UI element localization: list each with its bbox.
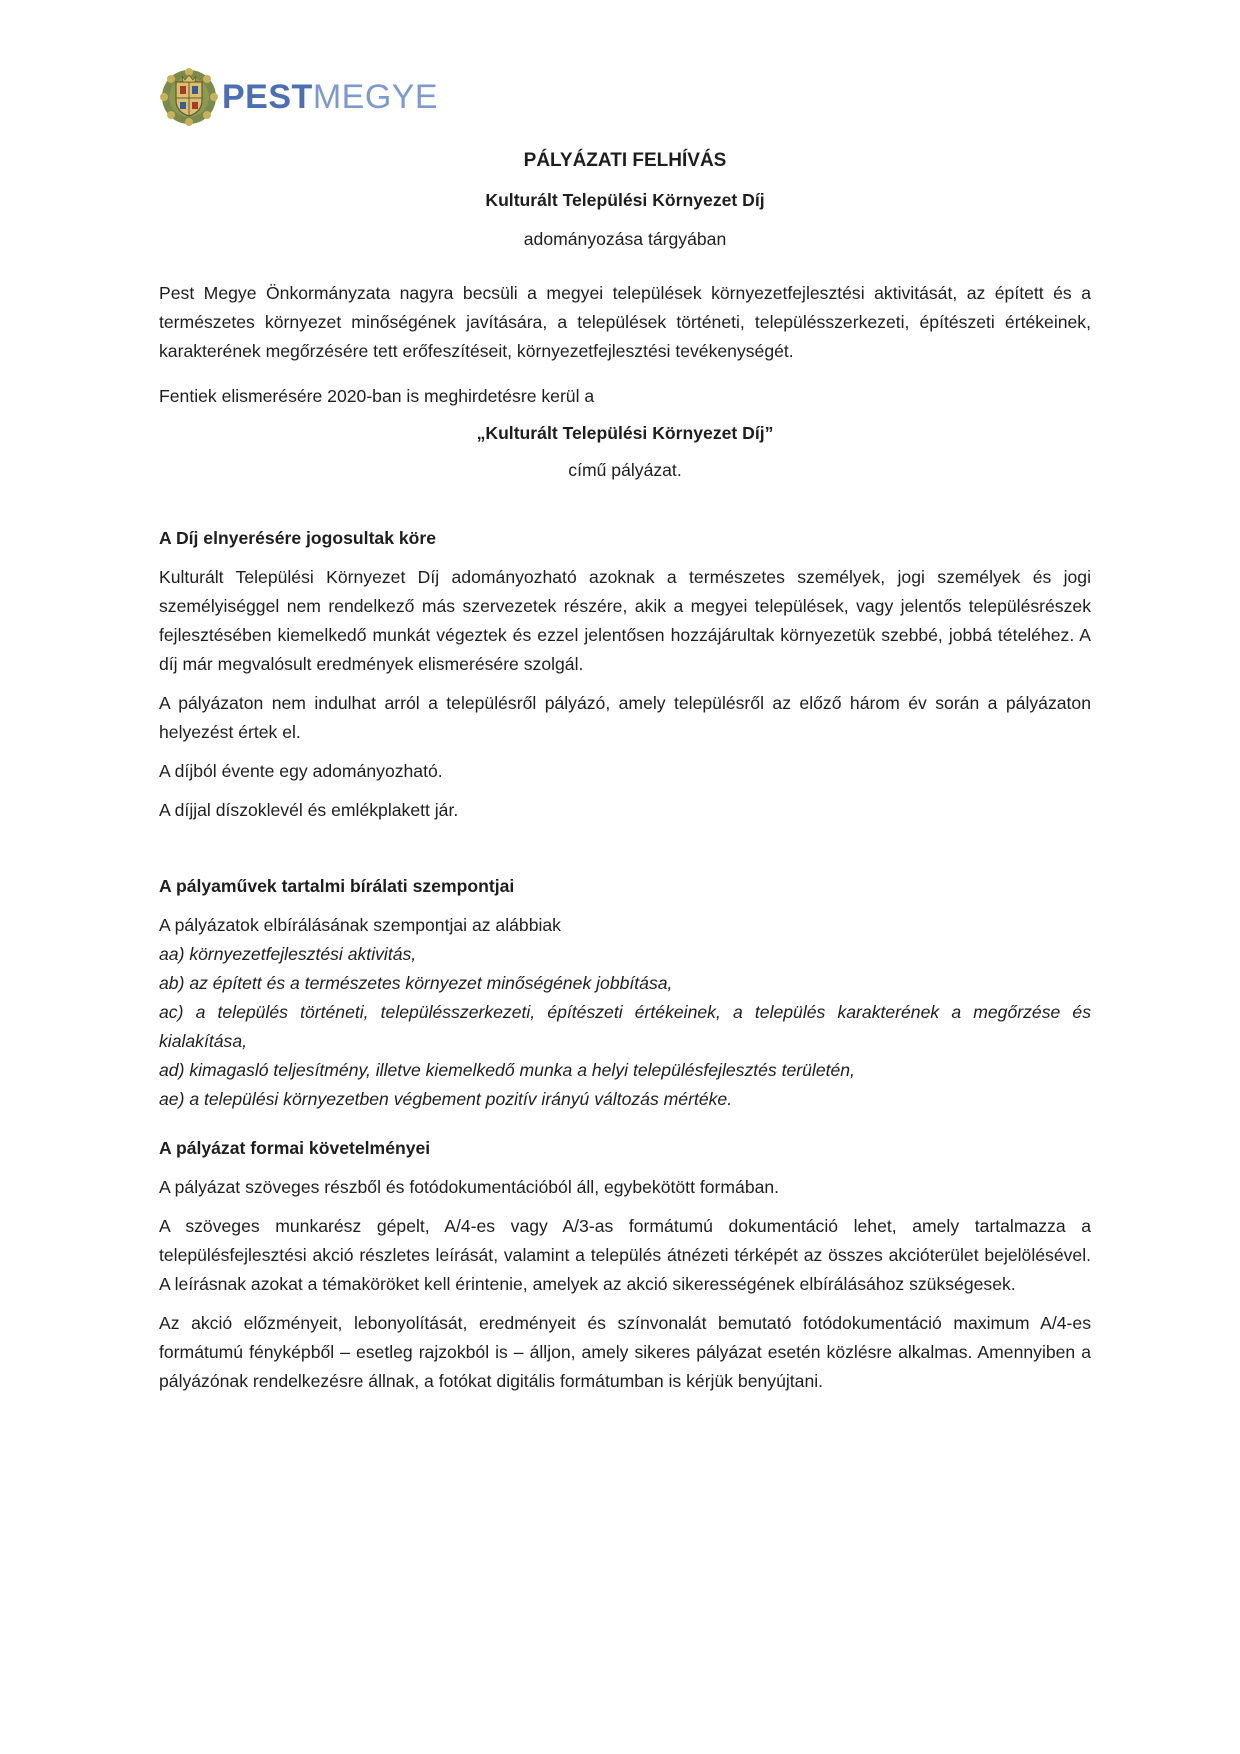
intro-paragraph: Pest Megye Önkormányzata nagyra becsüli a megyei települések környezetfejlesztési aktivitását, az épített és a természetes környezet minőségének javítására, a települések történeti, településszerkezeti, építészeti értékeinek, karakterének megőrzésére tett erőfeszítéseit, környezetfejlesztési tevékenységét.: [159, 283, 1091, 361]
document-body: [159, 142, 1091, 1396]
requirements-paragraph-2: A szöveges munkarész gépelt, A/4-es vagy A/3-as formátumú dokumentáció lehet, amely tartalmazza a településfejlesztési akció részletes leírását, valamint a település átnézeti térképét az összes akcióterület bejelölésével. A leírásnak azokat a témaköröket kell érintenie, amelyek az akció sikerességének elbírálásához szükségesek.: [159, 1216, 1091, 1294]
criteria-intro: A pályázatok elbírálásának szempontjai az alábbiak: [159, 915, 561, 935]
criteria-item: ac) a település történeti, településszerkezeti, építészeti értékeinek, a település karakterének a megőrzése és kialakítása,: [159, 1002, 1091, 1051]
eligibility-paragraph-1: Kulturált Települési Környezet Díj adományozható azoknak a természetes személyek, jogi személyek és jogi személyiséggel nem rendelkező más szervezetek részére, akik a megyei települések, vagy jelentős településrészek fejlesztésében kiemelkedő munkát végeztek és ezzel jelentősen hozzájárultak környezetük szebbé, jobbá tételéhez. A díj már megvalósult eredmények elismerésére szolgál.: [159, 567, 1091, 674]
logo-text-megye: MEGYE: [312, 78, 439, 116]
criteria-item: aa) környezetfejlesztési aktivitás,: [159, 944, 417, 964]
pest-megye-logo: [160, 68, 438, 126]
award-name: „Kulturált Települési Környezet Díj”: [476, 423, 774, 443]
section-heading-eligibility: A Díj elnyerésére jogosultak köre: [159, 528, 437, 548]
eligibility-paragraph-4: A díjjal díszoklevél és emlékplakett jár.: [159, 800, 459, 820]
document-subtitle: Kulturált Települési Környezet Díj: [485, 190, 765, 210]
pest-county-coat-of-arms-icon: [160, 68, 218, 126]
requirements-paragraph-3: Az akció előzményeit, lebonyolítását, eredményeit és színvonalát bemutató fotódokumentáció maximum A/4-es formátumú fényképből – esetleg rajzokból is – álljon, amely sikeres pályázat esetén közlésre alkalmas. Amennyiben a pályázónak rendelkezésre állnak, a fotókat digitális formátumban is kérjük benyújtani.: [159, 1313, 1091, 1391]
award-name-suffix: című pályázat.: [568, 460, 682, 480]
criteria-item: ad) kimagasló teljesítmény, illetve kiemelkedő munka a helyi településfejlesztés területén,: [159, 1060, 855, 1080]
announcement-line: Fentiek elismerésére 2020-ban is meghirdetésre kerül a: [159, 386, 595, 406]
logo-text-pest: PEST: [222, 78, 313, 116]
requirements-paragraph-1: A pályázat szöveges részből és fotódokumentációból áll, egybekötött formában.: [159, 1177, 780, 1197]
criteria-item: ae) a települési környezetben végbement pozitív irányú változás mértéke.: [159, 1089, 733, 1109]
logo-text: [222, 77, 438, 117]
eligibility-paragraph-3: A díjból évente egy adományozható.: [159, 761, 443, 781]
eligibility-paragraph-2: A pályázaton nem indulhat arról a településről pályázó, amely településről az előző három év során a pályázaton helyezést értek el.: [159, 693, 1091, 742]
criteria-item: ab) az épített és a természetes környezet minőségének jobbítása,: [159, 973, 673, 993]
section-heading-criteria: A pályaművek tartalmi bírálati szempontjai: [159, 876, 515, 896]
document-subtitle-secondary: adományozása tárgyában: [523, 229, 727, 249]
section-heading-formal-requirements: A pályázat formai követelményei: [159, 1138, 431, 1158]
document-title: PÁLYÁZATI FELHÍVÁS: [523, 150, 727, 171]
